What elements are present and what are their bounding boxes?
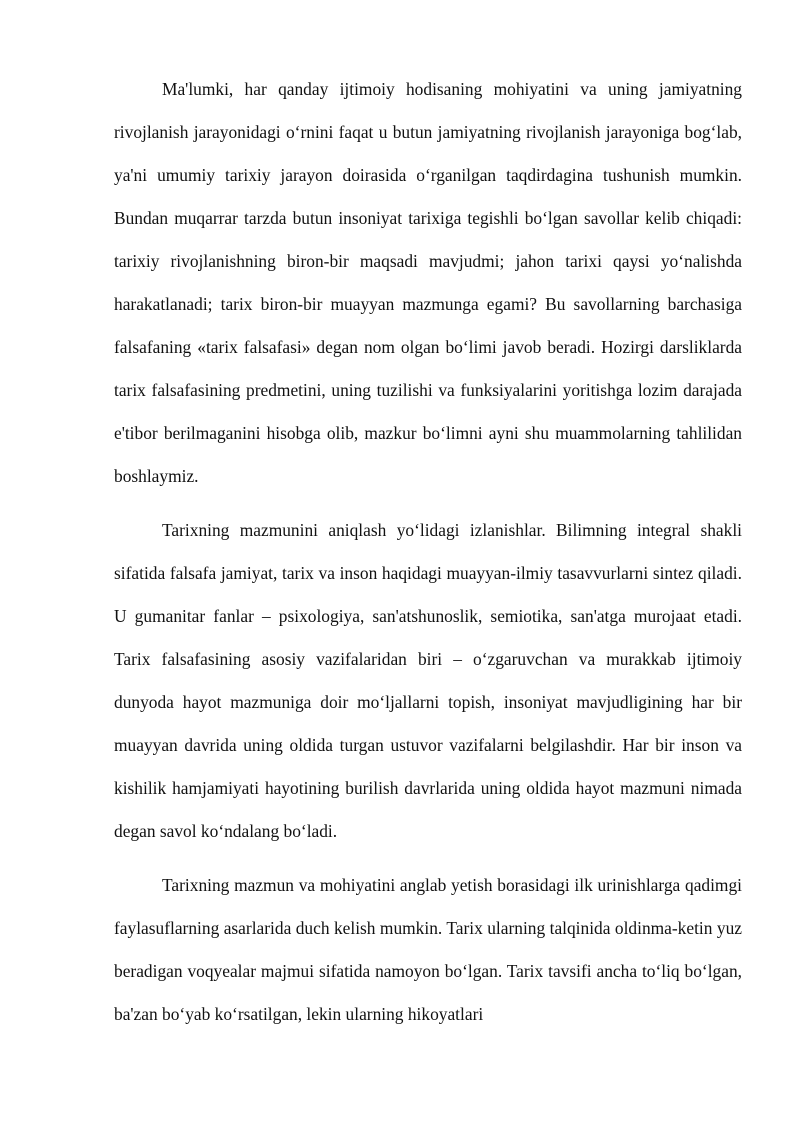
paragraph-1: Ma'lumki, har qanday ijtimoiy hodisaning mohiyatini va uning jamiyatning rivojlanish jarayonidagi o‘rnini faqat u butun jamiyatning rivojlanish jarayoniga bog‘lab, ya'ni umumiy tarixiy jarayon doirasida o‘rganilgan taqdirdagina tushunish mumkin. Bundan muqarrar tarzda butun insoniyat tarixiga tegishli bo‘lgan savollar kelib chiqadi: tarixiy rivojlanishning biron-bir maqsadi mavjudmi; jahon tarixi qaysi yo‘nalishda harakatlanadi; tarix biron-bir muayyan mazmunga egami? Bu savollarning barchasiga falsafaning «tarix falsafasi» degan nom olgan bo‘limi javob beradi. Hozirgi darsliklarda tarix falsafasining predmetini, uning tuzilishi va funksiyalarini yoritishga lozim darajada e'tibor berilmaganini hisobga olib, mazkur bo‘limni ayni shu muammolarning tahlilidan boshlaymiz. (114, 79, 742, 486)
paragraph-3: Tarixning mazmun va mohiyatini anglab yetish borasidagi ilk urinishlarga qadimgi faylasuflarning asarlarida duch kelish mumkin. Tarix ularning talqinida oldinma-ketin yuz beradigan voqyealar majmui sifatida namoyon bo‘lgan. Tarix tavsifi ancha to‘liq bo‘lgan, ba'zan bo‘yab ko‘rsatilgan, lekin ularning hikoyatlari (114, 875, 742, 1024)
document-body (114, 68, 742, 1036)
paragraph-2: Tarixning mazmunini aniqlash yo‘lidagi izlanishlar. Bilimning integral shakli sifatida falsafa jamiyat, tarix va inson haqidagi muayyan-ilmiy tasavvurlarni sintez qiladi. U gumanitar fanlar – psixologiya, san'atshunoslik, semiotika, san'atga murojaat etadi. Tarix falsafasining asosiy vazifalaridan biri – o‘zgaruvchan va murakkab ijtimoiy dunyoda hayot mazmuniga doir mo‘ljallarni topish, insoniyat mavjudligining har bir muayyan davrida uning oldida turgan ustuvor vazifalarni belgilashdir. Har bir inson va kishilik hamjamiyati hayotining burilish davrlarida uning oldida hayot mazmuni nimada degan savol ko‘ndalang bo‘ladi. (114, 520, 742, 841)
